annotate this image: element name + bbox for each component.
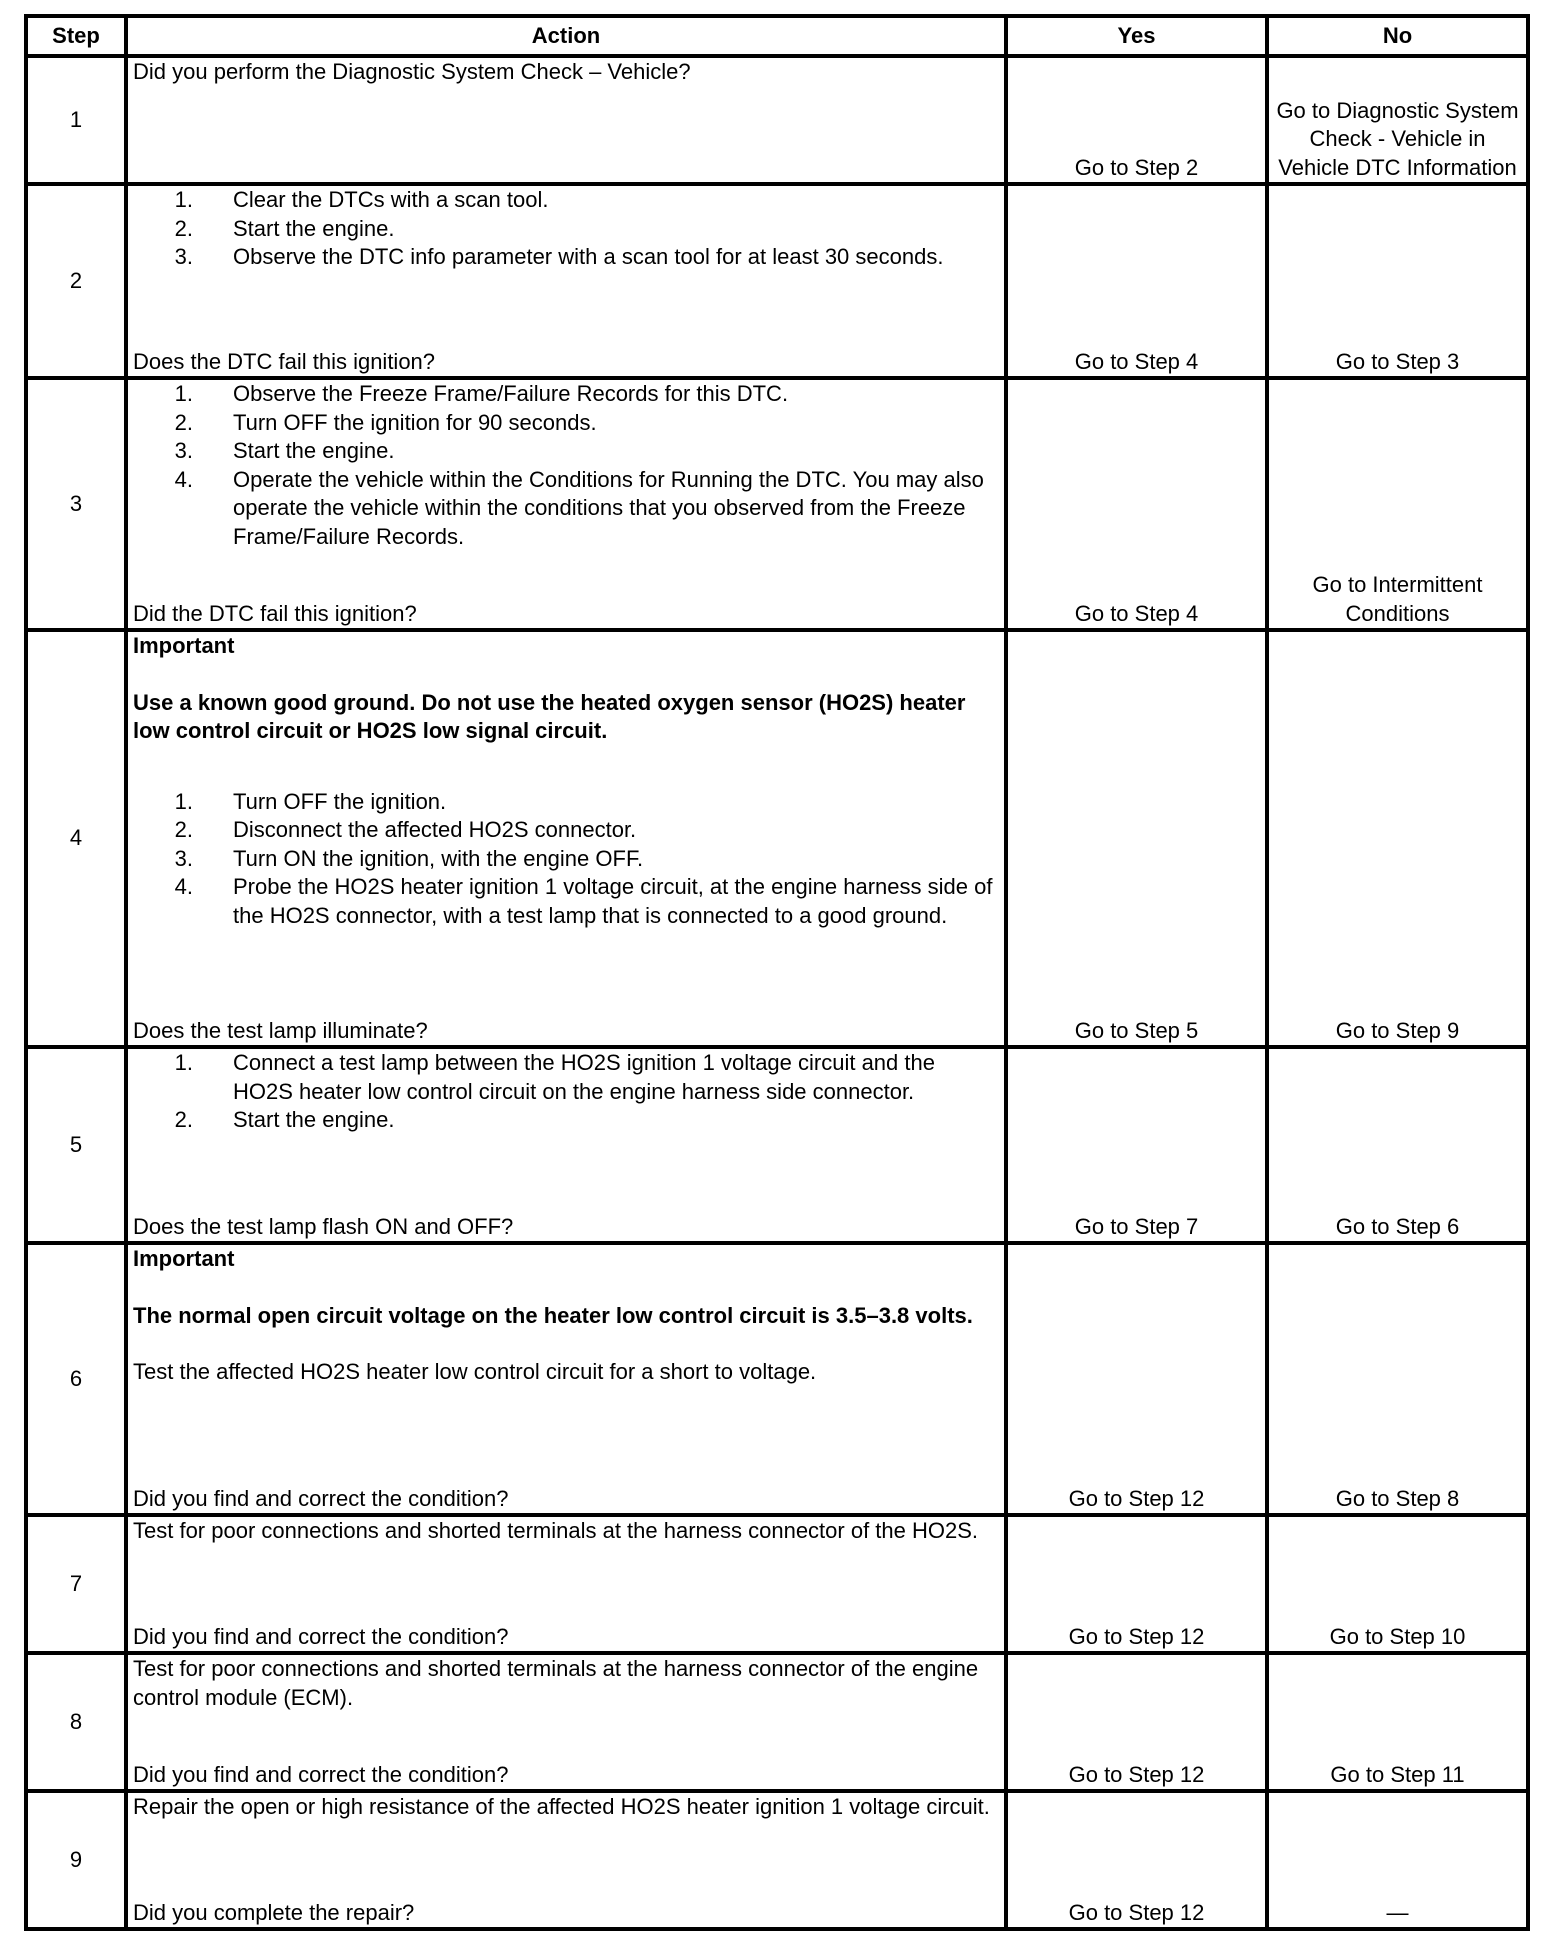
no-cell: — (1267, 1791, 1528, 1929)
procedure-list (133, 788, 999, 931)
list-item: 3. Start the engine. (174, 438, 395, 463)
procedure-list (133, 1049, 999, 1135)
list-item: 1. Connect a test lamp between the HO2S ignition 1 voltage circuit and the HO2S heater low control circuit on the engine harness side connector. (174, 1050, 935, 1104)
yes-cell: Go to Step 12 (1006, 1653, 1267, 1791)
action-cell (126, 1653, 1006, 1791)
list-item: 1. Turn OFF the ignition. (174, 788, 447, 814)
action-cell (126, 56, 1006, 184)
no-cell: Go to Step 10 (1267, 1515, 1528, 1653)
no-cell: Go to Step 8 (1267, 1243, 1528, 1515)
list-item: 3. Turn ON the ignition, with the engine OFF. (174, 845, 644, 871)
yes-cell: Go to Step 4 (1006, 378, 1267, 630)
action-question: Does the test lamp illuminate? (133, 1017, 428, 1043)
procedure-list (133, 186, 999, 272)
step-number: 3 (26, 378, 126, 630)
action-question: Does the test lamp flash ON and OFF? (133, 1213, 514, 1239)
list-item: 2. Disconnect the affected HO2S connector. (174, 817, 637, 842)
table-row-step-7 (26, 1515, 1528, 1653)
yes-cell: Go to Step 12 (1006, 1515, 1267, 1653)
action-cell (126, 378, 1006, 630)
step-number: 1 (26, 56, 126, 184)
no-cell: Go to Step 11 (1267, 1653, 1528, 1791)
no-column-header: No (1267, 16, 1528, 56)
action-instruction: Repair the open or high resistance of the affected HO2S heater ignition 1 voltage circuit. (133, 1794, 990, 1819)
no-cell: Go to Intermittent Conditions (1267, 378, 1528, 630)
yes-cell: Go to Step 7 (1006, 1047, 1267, 1243)
action-question: Does the DTC fail this ignition? (133, 348, 436, 374)
step-number: 7 (26, 1515, 126, 1653)
action-instruction: Test the affected HO2S heater low control circuit for a short to voltage. (133, 1359, 817, 1384)
important-note: The normal open circuit voltage on the heater low control circuit is 3.5–3.8 volts. (133, 1302, 973, 1328)
action-column-header: Action (126, 16, 1006, 56)
step-number: 5 (26, 1047, 126, 1243)
list-item: 2. Turn OFF the ignition for 90 seconds. (174, 409, 597, 435)
step-number: 4 (26, 630, 126, 1047)
action-cell (126, 1791, 1006, 1929)
list-item: 4. Probe the HO2S heater ignition 1 voltage circuit, at the engine harness side of the HO2S connector, with a test lamp that is connected to a good ground. (174, 874, 993, 928)
action-instruction: Test for poor connections and shorted terminals at the harness connector of the engine control module (ECM). (133, 1656, 979, 1710)
action-question: Did you find and correct the condition? (133, 1623, 509, 1649)
no-cell: Go to Diagnostic System Check - Vehicle in Vehicle DTC Information (1267, 56, 1528, 184)
important-label: Important (133, 1246, 235, 1271)
action-cell (126, 1243, 1006, 1515)
yes-cell: Go to Step 4 (1006, 184, 1267, 378)
list-item: 3. Observe the DTC info parameter with a scan tool for at least 30 seconds. (174, 244, 944, 269)
diagnostic-table (24, 14, 1530, 1931)
action-cell (126, 184, 1006, 378)
table-row-step-2 (26, 184, 1528, 378)
step-number: 2 (26, 184, 126, 378)
table-row-step-3 (26, 378, 1528, 630)
action-question: Did the DTC fail this ignition? (133, 600, 417, 626)
list-item: 1. Observe the Freeze Frame/Failure Records for this DTC. (174, 381, 789, 406)
action-question: Did you find and correct the condition? (133, 1485, 509, 1511)
list-item: 2. Start the engine. (174, 1107, 395, 1132)
yes-column-header: Yes (1006, 16, 1267, 56)
list-item: 2. Start the engine. (174, 215, 395, 241)
table-row-step-4 (26, 630, 1528, 1047)
important-label: Important (133, 633, 235, 658)
action-question: Did you perform the Diagnostic System Check – Vehicle? (133, 59, 691, 84)
step-number: 6 (26, 1243, 126, 1515)
yes-cell: Go to Step 12 (1006, 1791, 1267, 1929)
action-question: Did you find and correct the condition? (133, 1761, 509, 1787)
table-row-step-1 (26, 56, 1528, 184)
step-number: 8 (26, 1653, 126, 1791)
action-instruction: Test for poor connections and shorted terminals at the harness connector of the HO2S. (133, 1518, 979, 1543)
table-row-step-6 (26, 1243, 1528, 1515)
yes-cell: Go to Step 2 (1006, 56, 1267, 184)
action-cell (126, 1047, 1006, 1243)
action-question: Did you complete the repair? (133, 1899, 415, 1925)
table-row-step-9 (26, 1791, 1528, 1929)
step-column-header: Step (26, 16, 126, 56)
procedure-list (133, 380, 999, 551)
list-item: 1. Clear the DTCs with a scan tool. (174, 187, 549, 212)
list-item: 4. Operate the vehicle within the Conditions for Running the DTC. You may also operate the vehicle within the conditions that you observed from the Freeze Frame/Failure Records. (174, 466, 984, 549)
no-cell: Go to Step 9 (1267, 630, 1528, 1047)
header-row (26, 16, 1528, 56)
diagnostic-table-sheet (24, 14, 1526, 1931)
action-cell (126, 630, 1006, 1047)
yes-cell: Go to Step 5 (1006, 630, 1267, 1047)
step-number: 9 (26, 1791, 126, 1929)
action-cell (126, 1515, 1006, 1653)
table-row-step-5 (26, 1047, 1528, 1243)
no-cell: Go to Step 3 (1267, 184, 1528, 378)
no-cell: Go to Step 6 (1267, 1047, 1528, 1243)
yes-cell: Go to Step 12 (1006, 1243, 1267, 1515)
table-row-step-8 (26, 1653, 1528, 1791)
important-note: Use a known good ground. Do not use the heated oxygen sensor (HO2S) heater low control circuit or HO2S low signal circuit. (133, 689, 966, 743)
